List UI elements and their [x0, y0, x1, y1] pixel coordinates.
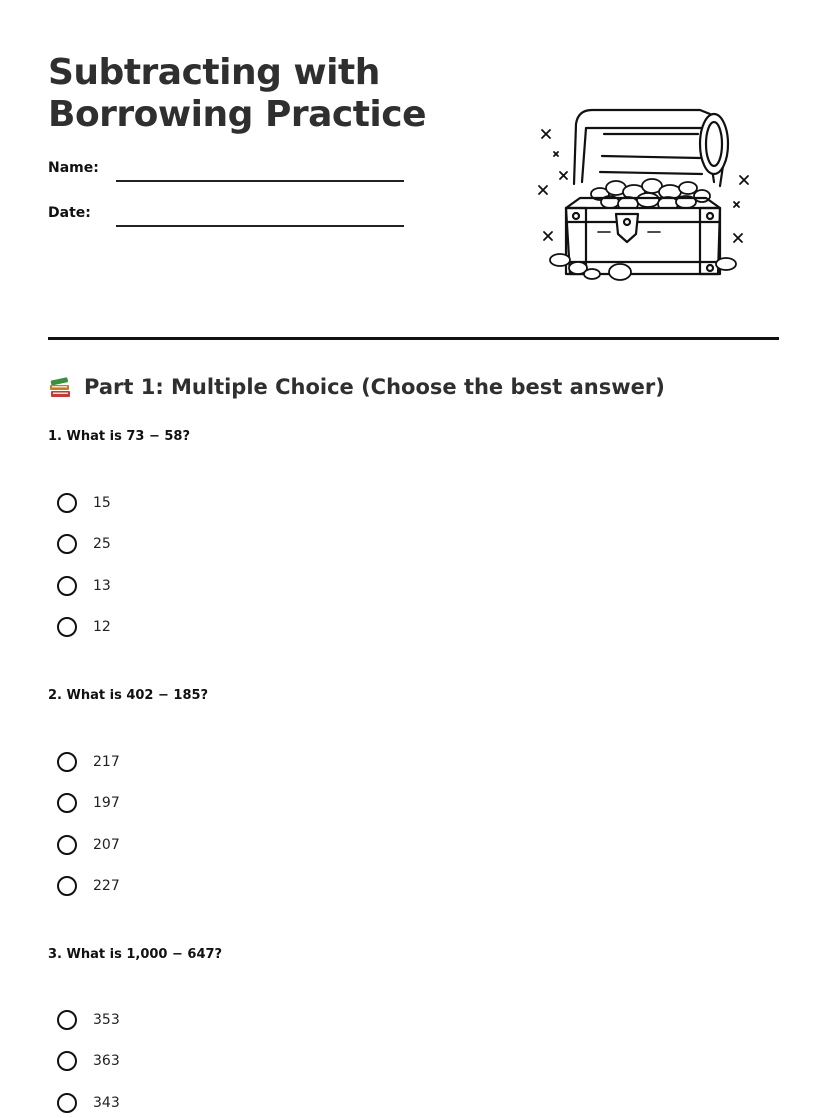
option-label: 13 [93, 578, 111, 594]
radio-button[interactable] [57, 1010, 77, 1030]
option-label: 217 [93, 754, 120, 770]
option-label: 197 [93, 795, 120, 811]
radio-button[interactable] [57, 835, 77, 855]
option-label: 227 [93, 878, 120, 894]
coin-pile [591, 179, 710, 211]
q1-option-3[interactable] [57, 573, 111, 599]
option-label: 343 [93, 1095, 120, 1111]
part-1-heading [48, 374, 665, 400]
radio-button[interactable] [57, 876, 77, 896]
title-line-2: Borrowing Practice [48, 94, 427, 135]
header-divider [48, 337, 779, 340]
date-field[interactable] [116, 225, 404, 227]
q2-option-1[interactable] [57, 749, 120, 775]
q3-option-1[interactable] [57, 1007, 120, 1033]
title-line-1: Subtracting with [48, 52, 380, 93]
page-title [48, 52, 426, 136]
treasure-chest-illustration [530, 98, 750, 288]
radio-button[interactable] [57, 752, 77, 772]
radio-button[interactable] [57, 1051, 77, 1071]
option-label: 15 [93, 495, 111, 511]
q1-option-2[interactable] [57, 531, 111, 557]
question-3: 3. What is 1,000 − 647? [48, 947, 223, 962]
option-label: 353 [93, 1012, 120, 1028]
q1-option-1[interactable] [57, 490, 111, 516]
option-label: 12 [93, 619, 111, 635]
radio-button[interactable] [57, 793, 77, 813]
part-1-heading-text: Part 1: Multiple Choice (Choose the best answer) [84, 375, 665, 399]
name-field[interactable] [116, 180, 404, 182]
q2-option-2[interactable] [57, 790, 120, 816]
question-2: 2. What is 402 − 185? [48, 688, 209, 703]
name-label: Name: [48, 160, 99, 176]
option-label: 363 [93, 1053, 120, 1069]
question-1: 1. What is 73 − 58? [48, 429, 191, 444]
q3-option-3[interactable] [57, 1090, 120, 1116]
radio-button[interactable] [57, 576, 77, 596]
q1-option-4[interactable] [57, 614, 111, 640]
option-label: 207 [93, 837, 120, 853]
radio-button[interactable] [57, 1093, 77, 1113]
radio-button[interactable] [57, 493, 77, 513]
radio-button[interactable] [57, 617, 77, 637]
q2-option-4[interactable] [57, 873, 120, 899]
radio-button[interactable] [57, 534, 77, 554]
option-label: 25 [93, 536, 111, 552]
q3-option-2[interactable] [57, 1048, 120, 1074]
date-label: Date: [48, 205, 91, 221]
q2-option-3[interactable] [57, 832, 120, 858]
books-icon [48, 374, 74, 400]
